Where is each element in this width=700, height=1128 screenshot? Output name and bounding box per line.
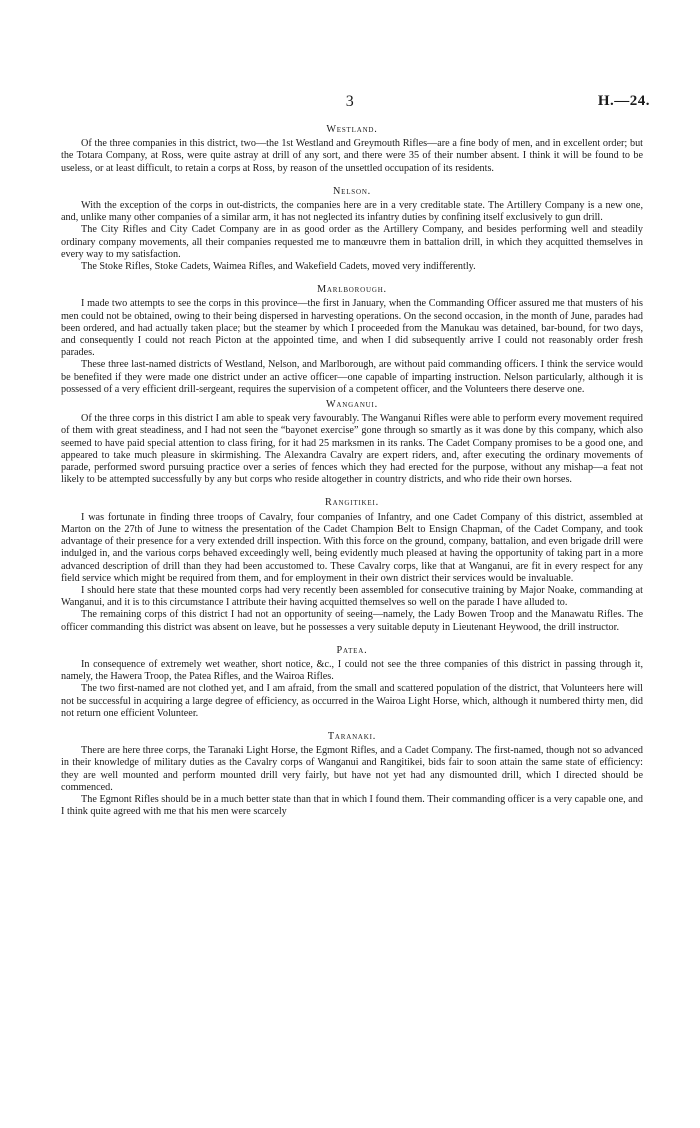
paragraph: There are here three corps, the Taranaki Light Horse, the Egmont Rifles, and a Cadet Company. The first-named, though not so advanced in their knowledge of military duties as the Cavalry corps of Wanganui and Rangitikei, bids fair to soon attain the same state of efficiency: they are well mounted and perform mounted drill very fairly, but have not yet had any dismounted drill, which I directed should be commenced. xyxy=(61,745,643,793)
paragraph: With the exception of the corps in out-districts, the companies here are in a very creditable state. The Artillery Company is a new one, and, unlike many other companies of a similar arm, it has not neglected its infantry duties by confining itself exclusively to gun drill. xyxy=(61,200,643,224)
paragraph: I was fortunate in finding three troops of Cavalry, four companies of Infantry, and one Cadet Company of this district, assembled at Marton on the 27th of June to witness the presentation of the Cadet Champion Belt to Ensign Chapman, of the Cadet Company, and took advantage of their presence for a very extended drill inspection. With this force on the ground, company, battalion, and even brigade drill were indulged in, and the various corps behaved exceedingly well, being evidently much pleased at having the opportunity of taking part in a more advanced description of drill than they had been accustomed to. These Cavalry corps, like that at Wanganui, are fit in every respect for any field service which might be required from them, and for employment in their own district their services would be invaluable. xyxy=(61,511,643,584)
section-nelson xyxy=(61,186,643,273)
paragraph: I made two attempts to see the corps in this province—the first in January, when the Commanding Officer assured me that musters of his men could not be obtained, owing to their being dispersed in harvesting operations. On the second occasion, in the month of June, parades had been ordered, and had actually taken place; but the steamer by which I proceeded from the Manukau was detained, bar-bound, for two days, and consequently I could not reach Picton at the appointed time, and when I did subsequently arrive I could not reasonably order fresh parades. xyxy=(61,298,643,359)
section-rangitikei xyxy=(61,497,643,633)
paragraph: These three last-named districts of Westland, Nelson, and Marlborough, are without paid commanding officers. I think the service would be benefited if they were made one district under an active officer—one capable of imparting instruction. Nelson particularly, although it is possessed of a very efficient drill-sergeant, requires the supervision of a competent officer, and the Volunteers there deserve one. xyxy=(61,359,643,395)
paragraph: In consequence of extremely wet weather, short notice, &c., I could not see the three companies of this district in passing through it, namely, the Hawera Troop, the Patea Rifles, and the Wairoa Rifles. xyxy=(61,658,643,683)
paragraph: Of the three companies in this district, two—the 1st Westland and Greymouth Rifles—are a fine body of men, and in excellent order; but the Totara Company, at Ross, were quite astray at drill of any sort, and there were 35 of their number absent. I think it will be found to be useless, or at least difficult, to retain a corps at Ross, by reason of the unsettled occupation of its residents. xyxy=(61,138,643,174)
paragraph: The Egmont Rifles should be in a much better state than that in which I found them. Their commanding officer is a very capable one, and I think quite agreed with me that his men were scarcely xyxy=(61,793,643,818)
paragraph: Of the three corps in this district I am able to speak very favourably. The Wanganui Rifles were able to perform every movement required of them with great steadiness, and I had not seen the “bayonet exercise” gone through so smartly as it was done by this company, which also seemed to have paid special attention to class firing, for it had 25 marksmen in its ranks. The Cadet Company promises to be a good one, and appeared to take much pleasure in skirmishing. The Alexandra Cavalry are expert riders, and, after executing the ordinary movements of parade, performed sword pursuing practice over a series of fences which they had erected for the purpose, without any mishap—a feat not likely to be attempted successfully by any but corps who reside altogether in country districts, and who ride their own horses. xyxy=(61,413,643,486)
section-westland xyxy=(61,124,643,175)
section-taranaki xyxy=(61,731,643,818)
section-heading: Taranaki. xyxy=(327,730,377,742)
paragraph: The two first-named are not clothed yet, and I am afraid, from the small and scattered population of the district, that Volunteers here will not be successful in acquiring a large degree of efficiency, as occurred in the Wairoa Light Horse, which, although it numbered thirty men, did not return one efficient Volunteer. xyxy=(61,683,643,719)
section-heading: Wanganui. xyxy=(325,399,379,411)
paragraph: The Stoke Rifles, Stoke Cadets, Waimea Rifles, and Wakefield Cadets, moved very indifferently. xyxy=(81,261,476,273)
paragraph: I should here state that these mounted corps had very recently been assembled for consecutive training by Major Noake, commanding at Wanganui, and it is to this circumstance I attribute their having acquitted themselves so well on the parade I have alluded to. xyxy=(61,584,643,609)
section-heading: Patea. xyxy=(336,644,368,656)
section-heading: Westland. xyxy=(326,124,378,135)
document-body xyxy=(61,124,643,818)
section-heading: Nelson. xyxy=(332,185,372,197)
section-heading: Rangitikei. xyxy=(325,497,379,509)
section-wanganui xyxy=(61,399,643,486)
section-marlborough xyxy=(61,284,643,396)
paragraph: The City Rifles and City Cadet Company are in as good order as the Artillery Company, and besides performing well and steadily ordinary company movements, all their companies requested me to manœuvre them in battalion drill, in which they acquitted themselves in every way to my satisfaction. xyxy=(61,224,643,260)
section-heading: Marlborough. xyxy=(317,284,387,296)
paragraph: The remaining corps of this district I had not an opportunity of seeing—namely, the Lady Bowen Troop and the Manawatu Rifles. The officer commanding this district was absent on leave, but he possesses a very suitable deputy in Lieutenant Heywood, the drill instructor. xyxy=(61,609,643,633)
document-reference: H.—24. xyxy=(597,93,650,109)
section-patea xyxy=(61,645,643,720)
page-number: 3 xyxy=(345,93,355,110)
